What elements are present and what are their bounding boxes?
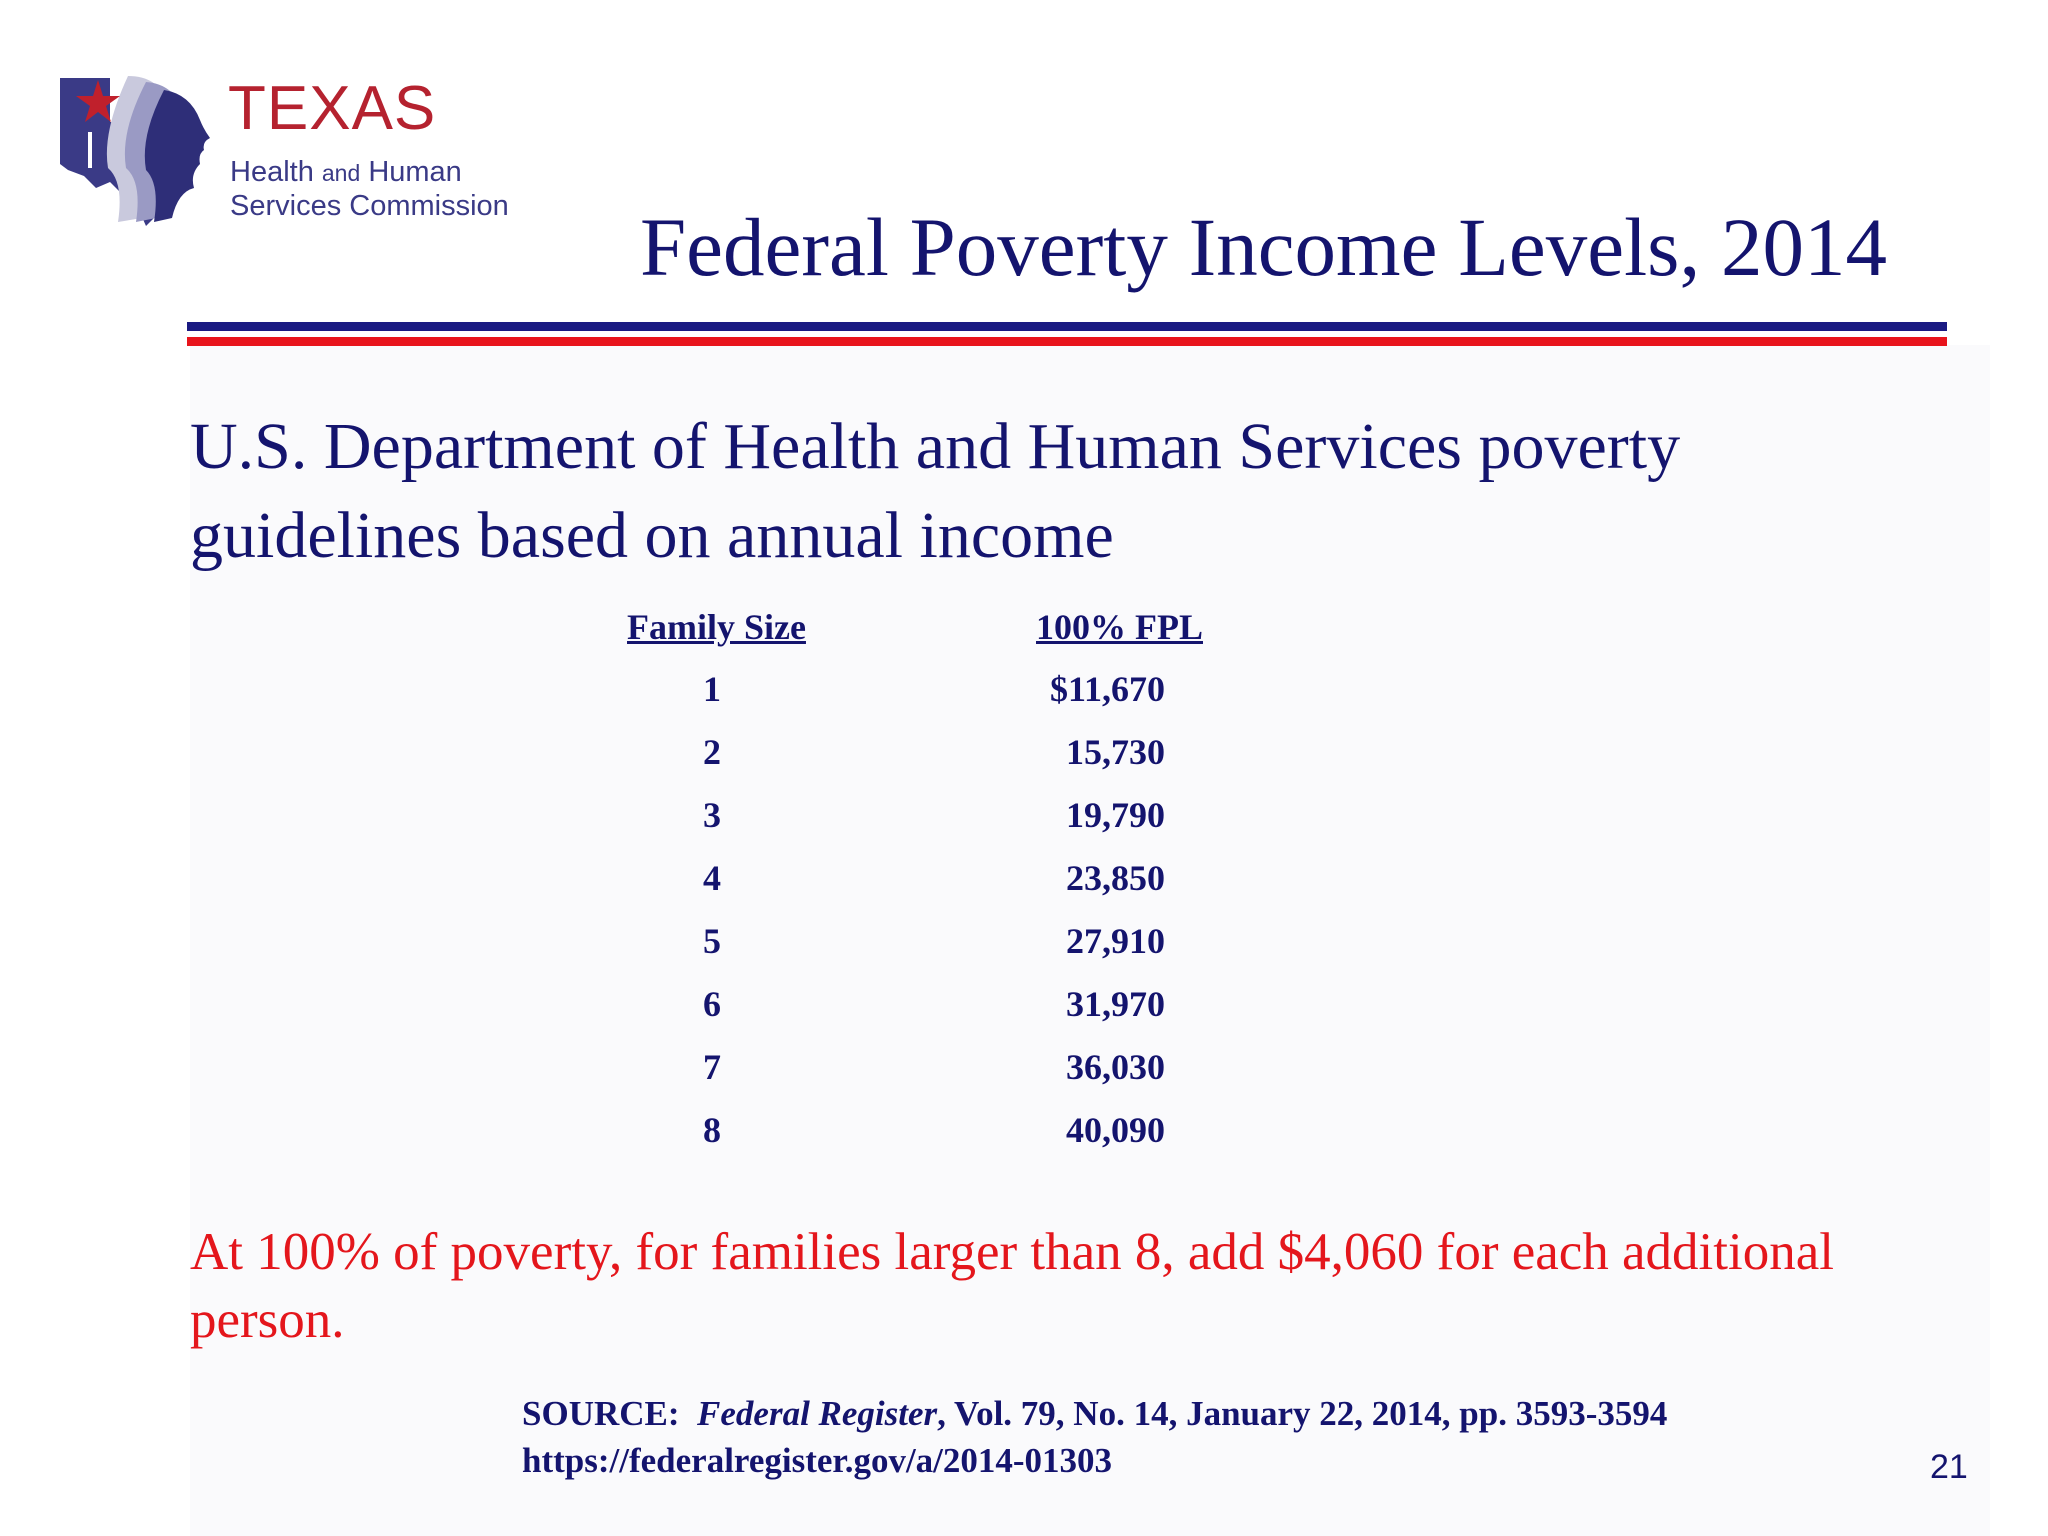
- family-size-cell: 5: [703, 921, 721, 961]
- family-size-cell: 1: [703, 669, 721, 709]
- fpl-cell: 36,030: [1066, 1047, 1165, 1087]
- publication-name: Federal Register: [697, 1394, 938, 1433]
- table-row: [0, 920, 2048, 970]
- logo-wordmark: TEXAS: [228, 74, 437, 143]
- family-size-cell: 8: [703, 1110, 721, 1150]
- fpl-cell: 27,910: [1066, 921, 1165, 961]
- family-size-cell: 6: [703, 984, 721, 1024]
- table-row: [0, 1046, 2048, 1096]
- fpl-cell: 40,090: [1066, 1110, 1165, 1150]
- texas-map-icon: [58, 72, 228, 232]
- family-size-cell: 7: [703, 1047, 721, 1087]
- family-size-cell: 2: [703, 732, 721, 772]
- family-size-cell: 4: [703, 858, 721, 898]
- table-row: [0, 857, 2048, 907]
- column-header-fpl: 100% FPL: [1036, 607, 1203, 647]
- fpl-cell: $11,670: [1049, 669, 1165, 709]
- title-rule-red: [187, 337, 1947, 346]
- additional-person-note: At 100% of poverty, for families larger than 8, add $4,060 for each additional person.: [190, 1223, 1834, 1349]
- table-row: [0, 794, 2048, 844]
- slide-title: Federal Poverty Income Levels, 2014: [640, 201, 1887, 293]
- logo-line-1: Health and Human: [230, 156, 462, 188]
- fpl-cell: 23,850: [1066, 858, 1165, 898]
- fpl-cell: 19,790: [1066, 795, 1165, 835]
- texas-hhsc-logo: [58, 72, 528, 232]
- table-row: [0, 668, 2048, 718]
- fpl-cell: 15,730: [1066, 732, 1165, 772]
- page-number: 21: [1930, 1448, 1968, 1486]
- table-row: [0, 731, 2048, 781]
- title-rule-blue: [187, 322, 1947, 331]
- table-row: [0, 1109, 2048, 1159]
- family-size-cell: 3: [703, 795, 721, 835]
- source-url[interactable]: https://federalregister.gov/a/2014-01303: [522, 1441, 1113, 1480]
- source-citation: [522, 1390, 1667, 1484]
- slide-subtitle: U.S. Department of Health and Human Services poverty guidelines based on annual income: [190, 410, 1681, 572]
- logo-line-2: Services Commission: [230, 190, 509, 222]
- table-row: [0, 983, 2048, 1033]
- column-header-family-size: Family Size: [627, 607, 806, 647]
- source-line-1: SOURCE: Federal Register, Vol. 79, No. 14, January 22, 2014, pp. 3593-3594: [522, 1394, 1668, 1433]
- fpl-cell: 31,970: [1066, 984, 1165, 1024]
